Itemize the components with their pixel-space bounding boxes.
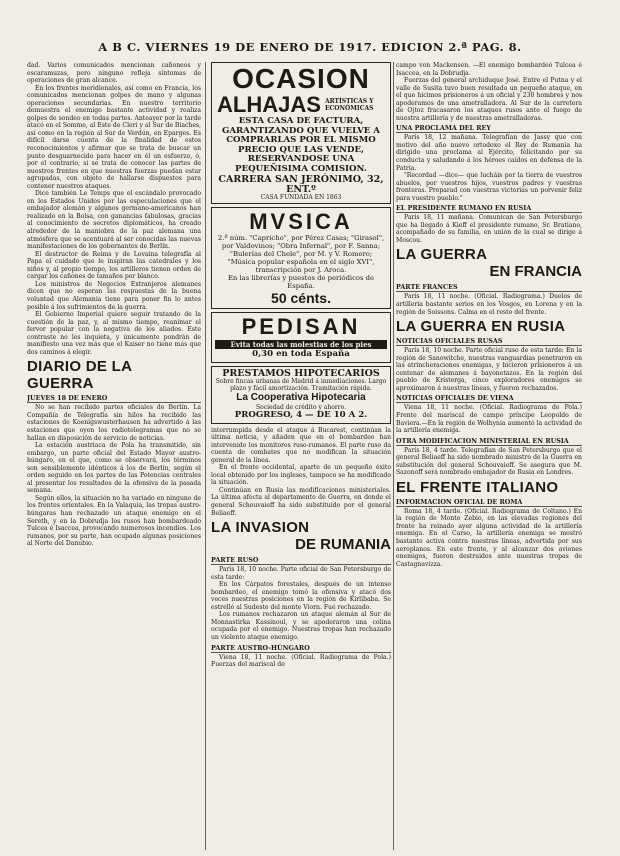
col3-paragraph: Fuerzas del general archiduque José. Entre el Putna y el valle de Susita tuvo buen resultado un pequeño ataque, en el que hicimos prisioneros á un oficial y 230 hombres y nos apoderamos de una ametralladora. Al Sur de la carretera de Ojtoz fracasaron los ataques rusos ante el fuego de nuestra artillería y de nuestras ametralladoras.	[396, 77, 582, 122]
col1-paragraph: No se han recibido partes oficiales de Berlín. La Compañía de Telegrafía sin hilos ha recibido las estaciones de Koenigswusterhausen ha advertido á las estaciones que oyen los radiotelegramas que no se hallan en disposición de servicio de noticias.	[27, 404, 201, 442]
col2-paragraph: París 18, 10 noche. Parte oficial de San Petersburgo de esta tarde:	[211, 566, 391, 581]
ad-ocasion-title: OCASION	[232, 63, 370, 94]
ad-musica	[211, 207, 391, 309]
headline-guerra-rusia: LA GUERRA EN RUSIA	[396, 318, 566, 336]
col1-paragraph: En los frentes meridionales, así como en Francia, los comunicados mencionan golpes de mano y algunas operaciones secundarias. En nuestro territorio demuestra el enemigo bastante actividad y realiza golpes de sondeo en todas partes. Anteayer por la tarde atacó en el Somme, al Este de Cleri y al Sur de Biaches, así como en la región al Sur de Verdún, en Eparges. Es difícil darse cuenta de la finalidad de estos reconocimientos y afirmar que se trata de buscar un punto desguarnecido para hacer en él un esfuerzo, ó, por el contrario, si se trata de conocer las partes de nuestros frentes en que nuestras fuerzas puedan estar agrupadas, con objeto de hallarse dispuestos para contener nuestros ataques.	[27, 84, 201, 190]
column-right	[396, 62, 582, 852]
col3-paragraph: Viena 18, 11 noche. (Oficial. Radiograma de Pola.) Frente del mariscal de campo príncipe Leopoldo de Baviera.—En la región de Wolhynia aumentó la actividad de la artillería enemiga.	[396, 404, 582, 435]
col1-paragraph: La estación austriaca de Pola ha transmitido, sin embargo, un parte oficial del Estado Mayor austro-húngaro, en el que, como se observará, los términos son sensiblemente idénticos á los de Berlín, según el orden seguido en los partes de las Potencias centrales al presentar los resultados de la ofensiva de la pasada semana.	[27, 442, 201, 495]
ad-musica-title: MVSICA	[249, 209, 353, 234]
col2-paragraph: Viena 18, 11 noche. (Oficial. Radiograma de Pola.) Fuerzas del mariscal de	[211, 653, 391, 669]
ad-alhajas-row	[215, 93, 387, 117]
col3-paragraph: campo von Mackensen. —El enemigo bombardeó Tulcea é Isaccea, en la Dobrudja.	[396, 62, 582, 77]
headline-guerra-francia-2: EN FRANCIA	[489, 263, 582, 281]
ad-prestamos-title: PRESTAMOS HIPOTECARIOS	[222, 367, 380, 379]
col2-paragraph: Los rumanos rechazaron un ataque alemán al Sur de Monnastirka Kassinoul, y se apoderaron una colina ocupada por el enemigo. Nuestras tropas han rechazado un violento ataque enemigo.	[211, 611, 391, 641]
ad-pedisan-price: 0,30 en toda España	[252, 349, 350, 359]
ad-musica-body: 2.ª núm. "Capricho", por Pérez Casas; "Girasol", por Valdovinos; "Obra Infernal", por F. Sanna; "Bulerías del Chele", por M. y V. Romero; "Música popular española en el siglo XVI", transcripción por J. Aroca.	[217, 234, 385, 274]
ad-prestamos-body: Sobre fincas urbanas de Madrid á inmediaciones. Largo plazo y fácil amortización. Tramitación rápida.	[215, 378, 387, 392]
col3-paragraph: París 18, 12 mañana. Telegrafían de Jassy que con motivo del año nuevo ortodoxo el Rey de Rumania ha dirigido una proclama al Ejército, felicitando por su conducta y saludando á los héroes caídos en defensa de la Patria.	[396, 134, 582, 172]
col3-paragraph: Roma 18, 4 tarde. (Oficial. Radiograma de Coltano.) En la región de Monte Zebio, en las elevadas regiones del frente ha reinado ayer alguna actividad de la artillería enemiga. En el Carso, la artillería enemiga se mostró bastante activa contra nuestras líneas, advertida por sus aeroplanos. En este frente, y al alcanzar dos aviones enemigos, fueron destruidos ante nuestras tropas de Castagnavizza.	[396, 507, 582, 568]
column-left	[27, 62, 201, 852]
headline-guerra-francia-1: LA GUERRA	[396, 246, 488, 264]
headline-frente-italiano: EL FRENTE ITALIANO	[396, 478, 559, 496]
column-middle	[211, 62, 391, 852]
ad-alhajas-side: ARTÍSTICAS Y ECONÓMICAS	[324, 98, 374, 112]
subheading-noticias-viena: NOTICIAS OFICIALES DE VIENA	[396, 394, 582, 403]
ad-alhajas-title: ALHAJAS	[217, 92, 321, 117]
col3-paragraph: París 18, 4 tarde. Telegrafían de San Petersburgo que el general Beliaeff ha sido nombrado ministro de la Guerra en substitución del general Schouvaieff. Se asegura que M. Sazonoff será nombrado embajador de Rusia en Londres.	[396, 446, 582, 477]
subheading-roma: INFORMACION OFICIAL DE ROMA	[396, 498, 582, 507]
subheading-modificacion: OTRA MODIFICACION MINISTERIAL EN RUSIA	[396, 437, 582, 446]
ad-prestamos	[211, 366, 391, 424]
subheading-austro-hungaro: PARTE AUSTRO-HÚNGARO	[211, 644, 391, 653]
col2-paragraph: En los Cárpatos forestales, después de un intenso bombardeo, el enemigo tomó la ofensiva y atacó dos veces nuestras posiciones en la región de Kirlibaba. Se estrelló al Sudeste del monte Viorn. Fué rechazado.	[211, 581, 391, 611]
page-header: A B C. VIERNES 19 DE ENERO DE 1917. EDICION 2.ª PAG. 8.	[98, 40, 522, 54]
col1-paragraph: El Gobierno Imperial quiere seguir tratando de la cuestión de la paz, y, al mismo tiempo, reanimar el fervor popular con la negativa de los aliados. Este contraste no les inquieta, y únicamente pondrán de manifiesto una vez más que el Kaiser no tiene más que dos caminos á elegir.	[27, 311, 201, 356]
ad-pedisan-body: Evita todas las molestias de los pies	[215, 340, 387, 349]
subheading-jueves: JUEVES 18 DE ENERO	[27, 394, 201, 403]
col3-paragraph: París 18, 11 mañana. Comunican de San Petersburgo que ha llegado á Kieff el presidente rumano, Sr. Bratiano, acompañado de su familia, en unión de la cual se dirige á Moscou.	[396, 214, 582, 244]
ad-alhajas-body: ESTA CASA DE FACTURA, GARANTIZANDO QUE VUELVE A COMPRARLAS POR EL MISMO PRECIO QUE LAS VENDE, RESERVANDOSE UNA PEQUEÑISIMA COMISION.	[222, 116, 380, 174]
ad-musica-note: En las librerías y puestos de periódicos de España.	[227, 274, 375, 290]
col1-paragraph: Los ministros de Negocios Extranjeros alemanes dicen que no esperan las respuestas de la buena voluntad que Alemania tiene para poner fin lo antes posible á los sufrimientos de la guerra.	[27, 280, 201, 311]
ad-prestamos-name: La Cooperativa Hipotecaria	[236, 392, 366, 403]
col2-paragraph: interrumpida desde el ataque á Bucarest, continúan la última noticia, y añaden que en el bombardeo han intervenido los monitores ruso-rumanos. El parte ruso da cuenta de combates que no modifican la situación general de la línea.	[211, 426, 391, 464]
ad-musica-price: 50 cénts.	[271, 290, 331, 306]
subheading-parte-ruso: PARTE RUSO	[211, 556, 391, 565]
headline-invasion: LA INVASION	[211, 519, 310, 537]
col3-paragraph: París 18, 10 noche. Parte oficial ruso de esta tarde: En la región de Sanowitche, nuestras vanguardias penetraron en las atrincheraciones enemigas, y hicieron prisioneros á un centenar de alemanes á bayonetazos. En la región del pueblo de Kristerga, cinco exploradores enemigos se aproximaron á nuestras líneas, y fueron rechazados.	[396, 347, 582, 392]
col2-paragraph: En el frente occidental, aparte de un pequeño éxito local obtenido por los ingleses, tampoco se ha modificado la situación.	[211, 464, 391, 487]
subheading-parte-frances: PARTE FRANCES	[396, 283, 582, 292]
headline-rumania: DE RUMANIA	[295, 536, 391, 554]
ad-prestamos-sub: Sociedad de crédito y ahorro.	[256, 404, 346, 411]
subheading-proclama: UNA PROCLAMA DEL REY	[396, 124, 582, 133]
col1-paragraph: Según ellos, la situación no ha variado en ninguno de los frentes orientales. En la Valaquia, las tropas austro-húngaras han rechazado un ataque enemigo en el Sereth, y en la Dobrudja los rusos han bombardeado Tulcea é Isaccea, provocando numerosos incendios. Los rumanos, por su parte, han ocupado algunas posiciones al Norte del Danubio.	[27, 494, 201, 548]
col1-paragraph: dad. Varios comunicados mencionan cañoneos y escaramuzas, pero ninguno refleja síntomas de operaciones de gran alcance.	[27, 62, 201, 85]
ad-pedisan-title: PEDISAN	[241, 314, 361, 339]
column-rule-right	[393, 62, 394, 850]
ad-alhajas-address: CARRERA SAN JERÓNIMO, 32, ENT.º	[218, 174, 384, 195]
ad-pedisan	[211, 312, 391, 363]
column-rule-left	[205, 62, 206, 850]
ad-ocasion-alhajas	[211, 62, 391, 204]
ad-alhajas-founded: CASA FUNDADA EN 1863	[260, 194, 342, 201]
col3-paragraph: París 18, 11 noche. (Oficial. Radiograma.) Duelos de artillería bastante serios en los Vosgos, en Lorena y en la región de Soissons. Calma en el resto del frente.	[396, 293, 582, 316]
subheading-presidente: EL PRESIDENTE RUMANO EN RUSIA	[396, 204, 582, 213]
col2-paragraph: Continúan en Rusia las modificaciones ministeriales. La última afecta al departamento de Guerra, en donde el general Schouvaieff ha sido substituido por el general Beliaeff.	[211, 486, 391, 517]
subheading-noticias-rusas: NOTICIAS OFICIALES RUSAS	[396, 337, 582, 346]
ad-prestamos-address: PROGRESO, 4 — DE 10 A 2.	[234, 410, 368, 420]
col3-paragraph: "Recordad —dice— que lucháis por la tierra de vuestros abuelos, por vuestros hijos, vuestros padres y vuestras fronteras. Preparad con vuestras victorias un porvenir feliz para vuestro pueblo."	[396, 172, 582, 202]
headline-diario-guerra: DIARIO DE LA GUERRA	[27, 358, 132, 393]
col1-paragraph: Dice también Le Temps que el escándalo provocado en los Estados Unidos por las especulaciones que el embajador alemán y algunos germano-americanos han realizado en la Bolsa, con ganancias fabulosas, gracias al conocimiento de secretos diplomáticos, ha creado alrededor de la maniobra de la paz alemana una atmósfera que se acentuará al ser conocidas las nuevas manifestaciones de los gobernantes de Berlín.	[27, 190, 201, 251]
col1-paragraph: El destructor de Reims y de Lovaina telegrafía al Papa el cuidado que le inspiran las catedrales y los niños y, al propio tiempo, los artilleros tienen orden de cargar los cañones de tamaños por blanco.	[27, 250, 201, 281]
